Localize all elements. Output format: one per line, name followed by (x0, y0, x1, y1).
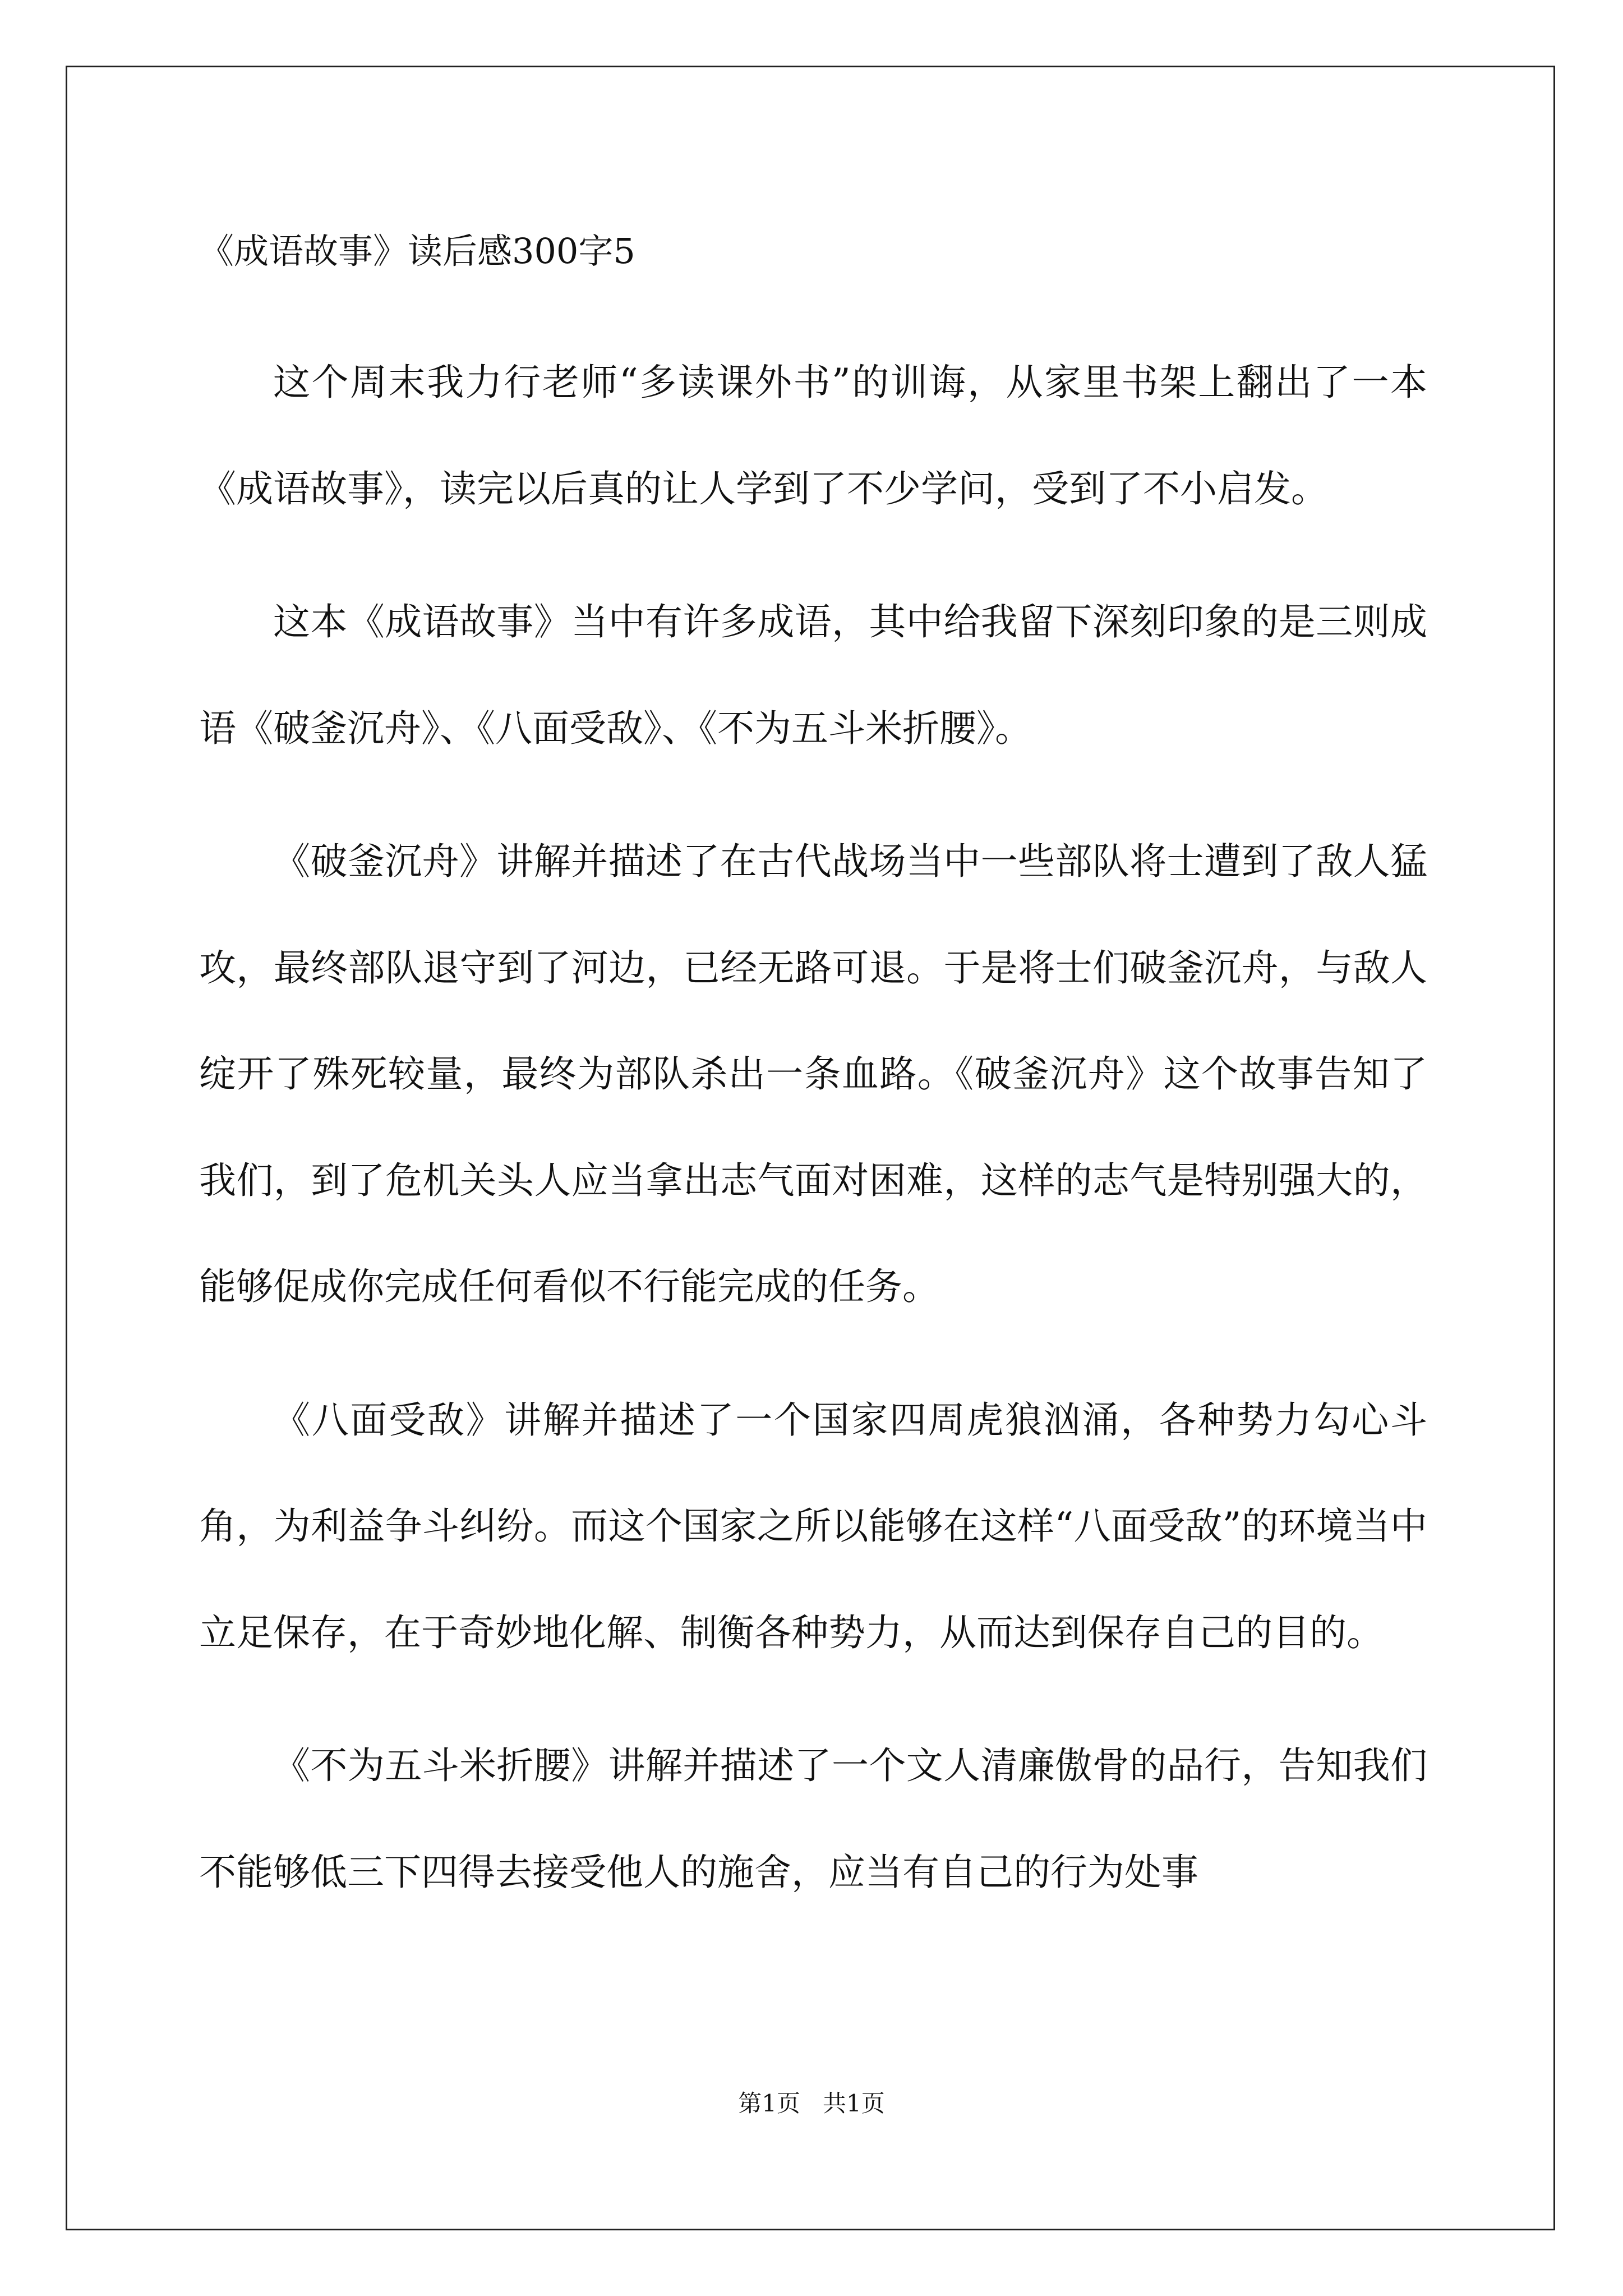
document-body (199, 329, 1427, 1952)
page-number-footer: 第1页 共1页 (738, 2090, 885, 2117)
paragraph: 这本《成语故事》当中有许多成语，其中给我留下深刻印象的是三则成语《破釜沉舟》、《八面受敌》、《不为五斗米折腰》。 (199, 600, 1427, 750)
document-title: 《成语故事》读后感300字5 (199, 231, 635, 272)
paragraph: 《破釜沉舟》讲解并描述了在古代战场当中一些部队将士遭到了敌人猛攻，最终部队退守到了河边，已经无路可退。于是将士们破釜沉舟，与敌人绽开了殊死较量，最终为部队杀出一条血路。《破釜沉舟》这个故事告知了我们，到了危机关头人应当拿出志气面对困难，这样的志气是特别强大的，能够促成你完成任何看似不行能完成的任务。 (199, 840, 1427, 1308)
paragraph: 《八面受敌》讲解并描述了一个国家四周虎狼汹涌，各种势力勾心斗角，为利益争斗纠纷。而这个国家之所以能够在这样“八面受敌”的环境当中立足保存，在于奇妙地化解、制衡各种势力，从而达到保存自己的目的。 (199, 1398, 1427, 1654)
paragraph: 《不为五斗米折腰》讲解并描述了一个文人清廉傲骨的品行，告知我们不能够低三下四得去接受他人的施舍，应当有自己的行为处事 (199, 1744, 1427, 1894)
paragraph: 这个周末我力行老师“多读课外书”的训诲，从家里书架上翻出了一本《成语故事》，读完以后真的让人学到了不少学问，受到了不小启发。 (199, 361, 1427, 510)
